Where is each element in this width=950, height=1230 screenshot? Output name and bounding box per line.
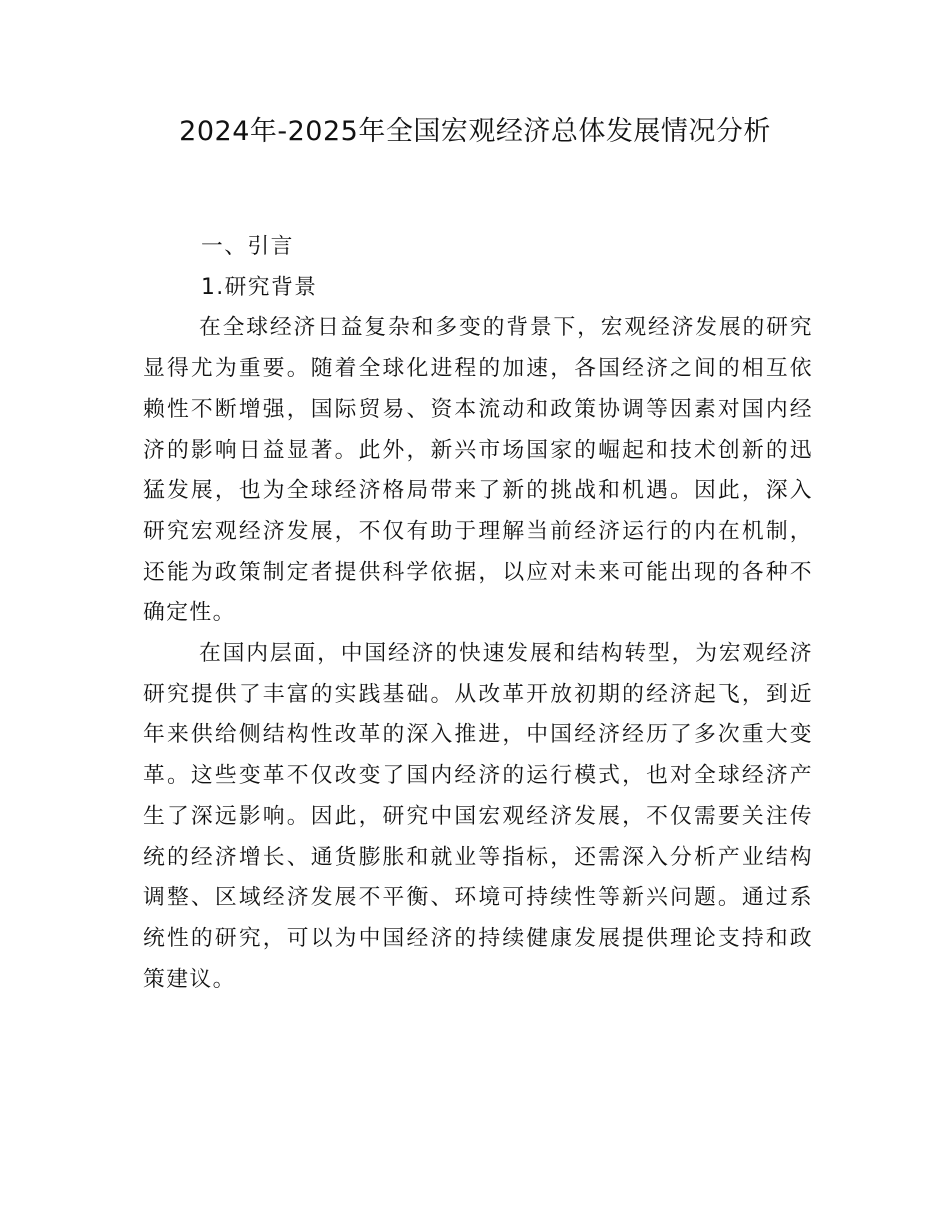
subsection-heading: 1.研究背景 (201, 274, 318, 300)
document-title: 2024年-2025年全国宏观经济总体发展情况分析 (179, 116, 771, 147)
body-paragraph: 在全球经济日益复杂和多变的背景下，宏观经济发展的研究显得尤为重要。随着全球化进程的加速，各国经济之间的相互依赖性不断增强，国际贸易、资本流动和政策协调等因素对国内经济的影响日益显著。此外，新兴市场国家的崛起和技术创新的迅猛发展，也为全球经济格局带来了新的挑战和机遇。因此，深入研究宏观经济发展，不仅有助于理解当前经济运行的内在机制，还能为政策制定者提供科学依据，以应对未来可能出现的各种不确定性。 (143, 315, 813, 626)
body-paragraph: 在国内层面，中国经济的快速发展和结构转型，为宏观经济研究提供了丰富的实践基础。从改革开放初期的经济起飞，到近年来供给侧结构性改革的深入推进，中国经济经历了多次重大变革。这些变革不仅改变了国内经济的运行模式，也对全球经济产生了深远影响。因此，研究中国宏观经济发展，不仅需要关注传统的经济增长、通货膨胀和就业等指标，还需深入分析产业结构调整、区域经济发展不平衡、环境可持续性等新兴问题。通过系统性的研究，可以为中国经济的持续健康发展提供理论支持和政策建议。 (143, 641, 813, 992)
section-heading: 一、引言 (201, 234, 294, 259)
document-body (143, 227, 813, 1000)
